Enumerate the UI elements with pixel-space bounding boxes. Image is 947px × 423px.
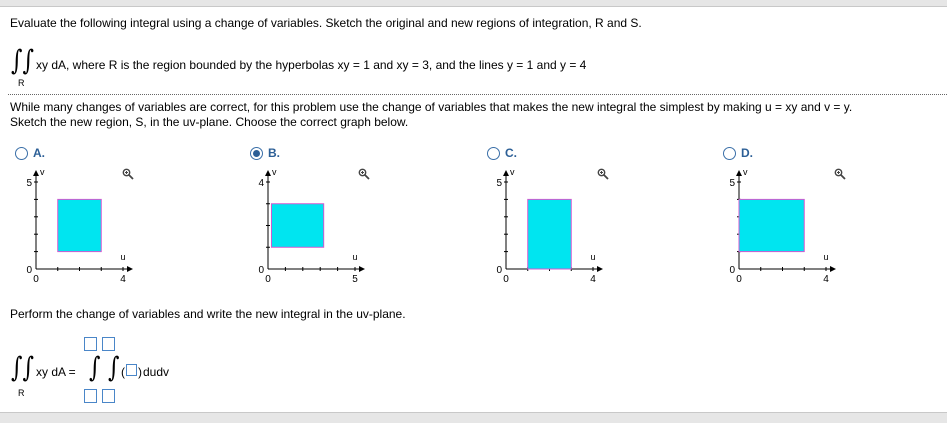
integrand-text: xy dA, where R is the region bounded by the hyperbolas xy = 1 and xy = 3, and the lines y = 1 and y = 4	[36, 58, 587, 72]
zoom-icon[interactable]	[597, 168, 609, 180]
u-max-tick-label: 4	[823, 274, 829, 285]
u-axis-arrow	[597, 266, 603, 272]
option-c-label: C.	[505, 146, 517, 160]
option-c[interactable]	[487, 146, 517, 160]
v-axis-arrow	[736, 170, 742, 176]
zoom-icon[interactable]	[834, 168, 846, 180]
origin-x-label: 0	[503, 274, 509, 285]
u-axis-arrow	[359, 266, 365, 272]
option-a-label: A.	[33, 146, 45, 160]
double-integral-symbol: ∫∫	[11, 45, 34, 77]
inner-upper-limit-input[interactable]	[102, 337, 115, 351]
instruction-text: Evaluate the following integral using a change of variables. Sketch the original and new regions of integration, R and S.	[10, 16, 642, 30]
bottom-toolbar-strip	[0, 412, 947, 423]
zoom-icon[interactable]	[358, 168, 370, 180]
origin-x-label: 0	[33, 274, 39, 285]
graph-b[interactable]	[258, 166, 408, 290]
v-max-tick-label: 5	[496, 178, 502, 189]
differential-text: dudv	[143, 365, 170, 379]
u-max-tick-label: 4	[120, 274, 126, 285]
v-axis-label: v	[510, 167, 515, 177]
answer-region-subscript: R	[18, 388, 25, 398]
option-a[interactable]	[15, 146, 45, 160]
origin-x-label: 0	[736, 274, 742, 285]
u-max-tick-label: 4	[590, 274, 596, 285]
outer-upper-limit-input[interactable]	[84, 337, 97, 351]
option-b-radio[interactable]	[250, 147, 263, 160]
region-s-rect	[58, 199, 102, 251]
origin-y-label: 0	[258, 265, 264, 276]
u-axis-label: u	[823, 252, 829, 262]
graph-d[interactable]	[729, 166, 879, 290]
u-max-tick-label: 5	[352, 274, 358, 285]
inner-lower-limit-input[interactable]	[102, 389, 115, 403]
section-divider	[8, 94, 947, 95]
v-axis-arrow	[33, 170, 39, 176]
u-axis-arrow	[830, 266, 836, 272]
v-max-tick-label: 5	[729, 178, 735, 189]
u-axis-label: u	[120, 252, 126, 262]
v-max-tick-label: 4	[258, 178, 264, 189]
v-max-tick-label: 5	[26, 178, 32, 189]
origin-y-label: 0	[496, 265, 502, 276]
origin-y-label: 0	[26, 265, 32, 276]
zoom-icon[interactable]	[122, 168, 134, 180]
graph-a[interactable]	[26, 166, 176, 290]
answer-left-integrand: xy dA =	[36, 365, 76, 379]
region-subscript: R	[18, 78, 25, 88]
close-paren: )	[138, 365, 142, 379]
hint-line-1: While many changes of variables are correct, for this problem use the change of variables that makes the new integral the simplest by making u = xy and v = y.	[10, 100, 853, 114]
hint-line-2: Sketch the new region, S, in the uv-plane. Choose the correct graph below.	[10, 115, 409, 129]
v-axis-label: v	[272, 167, 277, 177]
option-c-radio[interactable]	[487, 147, 500, 160]
region-s-rect	[739, 199, 804, 251]
v-axis-label: v	[40, 167, 45, 177]
graph-c[interactable]	[496, 166, 646, 290]
option-d-radio[interactable]	[723, 147, 736, 160]
change-prompt: Perform the change of variables and write the new integral in the uv-plane.	[10, 307, 406, 321]
option-a-radio[interactable]	[15, 147, 28, 160]
option-d[interactable]	[723, 146, 753, 160]
option-d-label: D.	[741, 146, 753, 160]
outer-lower-limit-input[interactable]	[84, 389, 97, 403]
v-axis-arrow	[503, 170, 509, 176]
open-paren: (	[121, 365, 125, 379]
region-s-rect	[528, 199, 572, 269]
u-axis-arrow	[127, 266, 133, 272]
origin-y-label: 0	[729, 265, 735, 276]
option-b[interactable]	[250, 146, 280, 160]
double-integral-symbol: ∫∫	[11, 352, 34, 384]
option-b-label: B.	[268, 146, 280, 160]
v-axis-arrow	[265, 170, 271, 176]
u-axis-label: u	[590, 252, 596, 262]
top-toolbar-strip	[0, 0, 947, 7]
region-s-rect	[271, 204, 323, 248]
inner-integral-symbol: ∫	[108, 352, 120, 384]
outer-integral-symbol: ∫	[89, 352, 101, 384]
u-axis-label: u	[352, 252, 358, 262]
integrand-input[interactable]	[126, 364, 137, 376]
origin-x-label: 0	[265, 274, 271, 285]
v-axis-label: v	[743, 167, 748, 177]
